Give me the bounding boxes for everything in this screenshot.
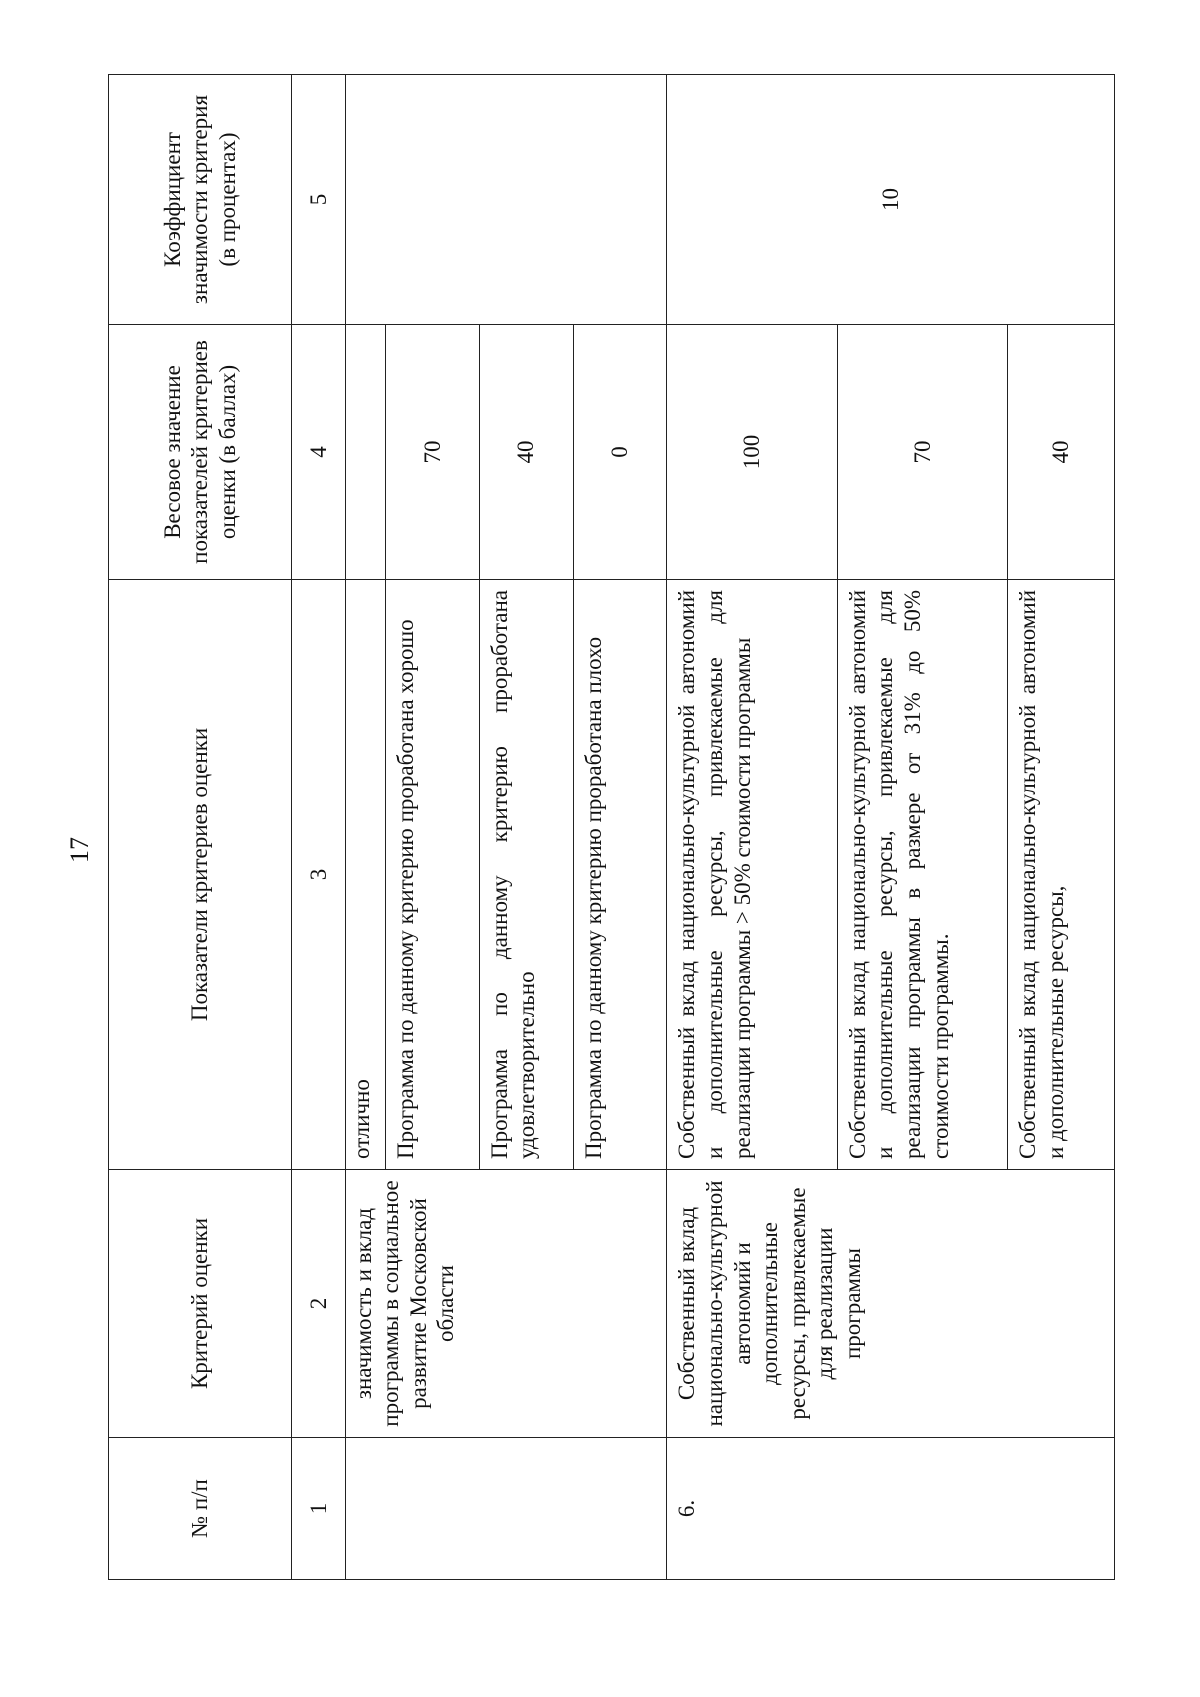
header-num: № п/п xyxy=(109,1438,292,1580)
block5-score-3: 0 xyxy=(573,325,667,580)
block6-num: 6. xyxy=(667,1438,1115,1580)
block6-score-0: 100 xyxy=(667,325,838,580)
header-row xyxy=(109,75,292,1580)
col-number-3: 3 xyxy=(292,580,345,1170)
block6-indicator-0: Собственный вклад национально-культурной автономий и дополнительные ресурсы, привлекаемые для реализации программы > 50% стоимости программы xyxy=(667,580,838,1170)
criteria-table-container xyxy=(108,75,1115,1580)
block6-coef: 10 xyxy=(667,75,1115,325)
block5-criterion: значимость и вклад программы в социальное развитие Московской области xyxy=(345,1170,667,1438)
block6-indicator-2: Собственный вклад национально-культурной автономий и дополнительные ресурсы, xyxy=(1008,580,1115,1170)
block5-coef-cell xyxy=(345,75,667,325)
col-number-5: 5 xyxy=(292,75,345,325)
block5-score-1: 70 xyxy=(386,325,480,580)
block6-criterion: Собственный вклад национально-культурной автономий и дополнительные ресурсы, привлекаемые для реализации программы xyxy=(667,1170,1115,1438)
block5-indicator-2: Программа по данному критерию проработана удовлетворительно xyxy=(479,580,573,1170)
table-row xyxy=(667,75,838,1580)
block5-indicator-3: Программа по данному критерию проработана плохо xyxy=(573,580,667,1170)
block5-indicator-0: отлично xyxy=(345,580,385,1170)
block5-score-0 xyxy=(345,325,385,580)
header-coef: Коэффициент значимости критерия (в процентах) xyxy=(109,75,292,325)
col-number-1: 1 xyxy=(292,1438,345,1580)
header-criterion: Критерий оценки xyxy=(109,1170,292,1438)
block5-num-cell xyxy=(345,1438,667,1580)
block5-score-2: 40 xyxy=(479,325,573,580)
block6-score-2: 40 xyxy=(1008,325,1115,580)
col-number-4: 4 xyxy=(292,325,345,580)
criteria-table-rotated xyxy=(108,75,1115,1580)
header-indicators: Показатели критериев оценки xyxy=(109,580,292,1170)
column-number-row xyxy=(292,75,345,1580)
block6-score-1: 70 xyxy=(837,325,1008,580)
page-number: 17 xyxy=(65,837,94,863)
block6-indicator-1: Собственный вклад национально-культурной автономий и дополнительные ресурсы, привлекаемые для реализации программы в размере от 31% до 50% стоимости программы. xyxy=(837,580,1008,1170)
header-weight: Весовое значение показателей критериев оценки (в баллах) xyxy=(109,325,292,580)
table-row xyxy=(345,75,385,1580)
criteria-table xyxy=(108,74,1115,1580)
block5-indicator-1: Программа по данному критерию проработана хорошо xyxy=(386,580,480,1170)
col-number-2: 2 xyxy=(292,1170,345,1438)
